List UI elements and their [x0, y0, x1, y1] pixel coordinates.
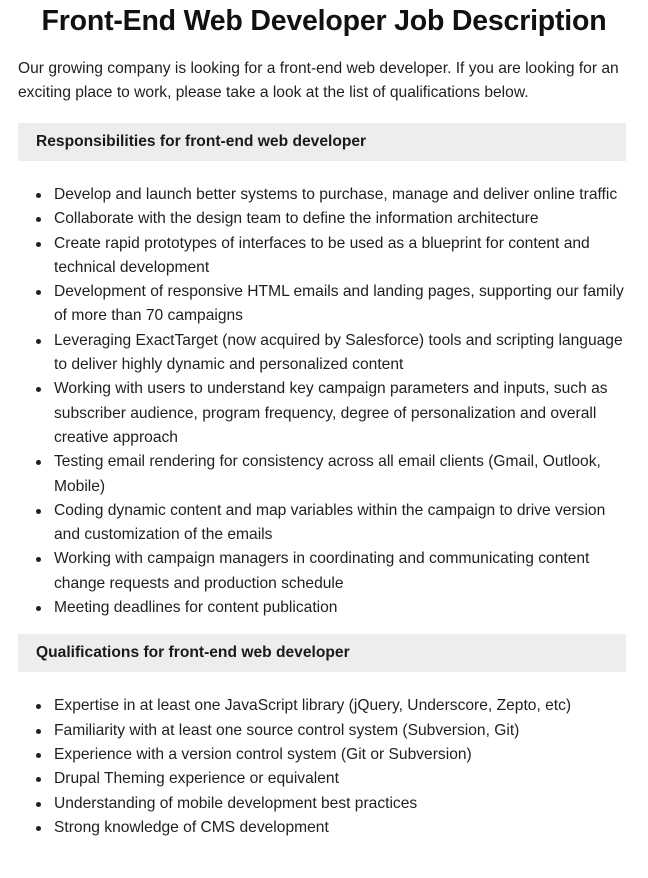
page-title: Front-End Web Developer Job Description — [41, 5, 607, 37]
responsibilities-heading: Responsibilities for front-end web developer — [18, 123, 626, 161]
list-item: Collaborate with the design team to define the information architecture — [54, 207, 626, 231]
list-item: Strong knowledge of CMS development — [54, 816, 626, 840]
list-item: Meeting deadlines for content publication — [54, 596, 626, 620]
list-item: Development of responsive HTML emails and landing pages, supporting our family of more than 70 campaigns — [54, 280, 626, 329]
list-item: Develop and launch better systems to purchase, manage and deliver online traffic — [54, 183, 626, 207]
list-item: Create rapid prototypes of interfaces to be used as a blueprint for content and technical development — [54, 232, 626, 281]
list-item: Familiarity with at least one source control system (Subversion, Git) — [54, 719, 626, 743]
qualifications-list — [0, 694, 648, 840]
list-item: Testing email rendering for consistency across all email clients (Gmail, Outlook, Mobile) — [54, 450, 626, 499]
intro-paragraph: Our growing company is looking for a front-end web developer. If you are looking for an exciting place to work, please take a look at the list of qualifications below. — [18, 60, 619, 101]
list-item: Experience with a version control system (Git or Subversion) — [54, 743, 626, 767]
list-item: Working with users to understand key campaign parameters and inputs, such as subscriber audience, program frequency, degree of personalization and overall creative approach — [54, 377, 626, 450]
list-item: Expertise in at least one JavaScript library (jQuery, Underscore, Zepto, etc) — [54, 694, 626, 718]
list-item: Coding dynamic content and map variables within the campaign to drive version and customization of the emails — [54, 499, 626, 548]
list-item: Understanding of mobile development best practices — [54, 792, 626, 816]
list-item: Leveraging ExactTarget (now acquired by Salesforce) tools and scripting language to deliver highly dynamic and personalized content — [54, 329, 626, 378]
list-item: Drupal Theming experience or equivalent — [54, 767, 626, 791]
responsibilities-list — [0, 183, 648, 620]
list-item: Working with campaign managers in coordinating and communicating content change requests and production schedule — [54, 547, 626, 596]
qualifications-heading: Qualifications for front-end web developer — [18, 634, 626, 672]
